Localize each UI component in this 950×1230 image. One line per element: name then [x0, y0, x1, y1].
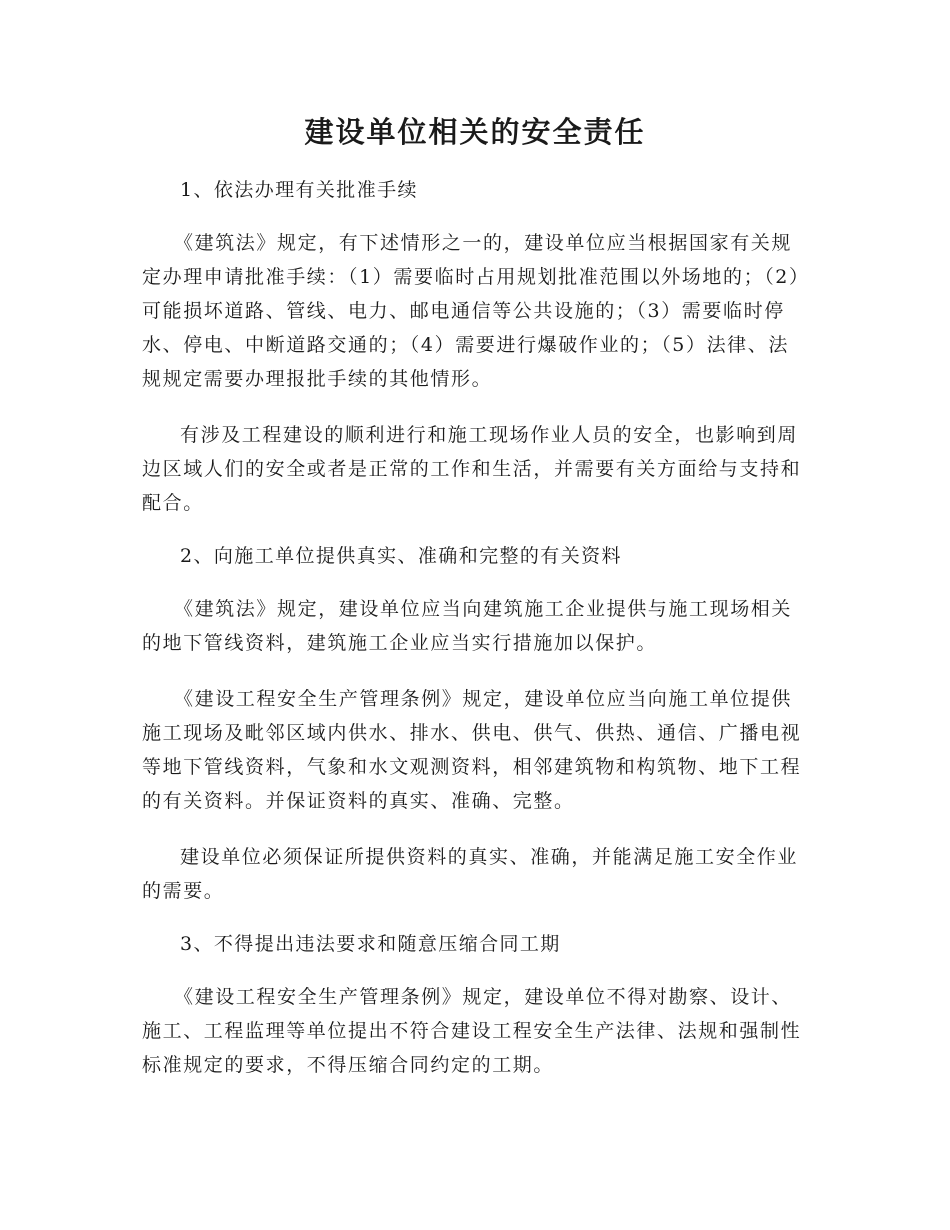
- section-1-paragraph-2: 有涉及工程建设的顺利进行和施工现场作业人员的安全，也影响到周边区域人们的安全或者是正常的工作和生活，并需要有关方面给与支持和配合。: [142, 424, 802, 514]
- section-heading-3: 3、不得提出违法要求和随意压缩合同工期: [180, 933, 561, 955]
- section-heading-1: 1、依法办理有关批准手续: [180, 179, 418, 201]
- section-3-paragraph-1: 《建设工程安全生产管理条例》规定，建设单位不得对勘察、设计、施工、工程监理等单位提出不符合建设工程安全生产法律、法规和强制性标准规定的要求，不得压缩合同约定的工期。: [142, 986, 802, 1076]
- section-heading-2: 2、向施工单位提供真实、准确和完整的有关资料: [180, 545, 622, 567]
- section-1-paragraph-1: 《建筑法》规定，有下述情形之一的，建设单位应当根据国家有关规定办理申请批准手续：（1）需要临时占用规划批准范围以外场地的；（2）可能损坏道路、管线、电力、邮电通信等公共设施的；（3）需要临时停水、停电、中断道路交通的；（4）需要进行爆破作业的；（5）法律、法规规定需要办理报批手续的其他情形。: [142, 232, 801, 390]
- section-2-paragraph-3: 建设单位必须保证所提供资料的真实、准确，并能满足施工安全作业的需要。: [142, 846, 799, 902]
- section-2-paragraph-2: 《建设工程安全生产管理条例》规定，建设单位应当向施工单位提供施工现场及毗邻区域内供水、排水、供电、供气、供热、通信、广播电视等地下管线资料，气象和水文观测资料，相邻建筑物和构筑物、地下工程的有关资料。并保证资料的真实、准确、完整。: [142, 688, 802, 812]
- document-title: 建设单位相关的安全责任: [304, 115, 646, 149]
- section-2-paragraph-1: 《建筑法》规定，建设单位应当向建筑施工企业提供与施工现场相关的地下管线资料，建筑施工企业应当实行措施加以保护。: [142, 598, 793, 654]
